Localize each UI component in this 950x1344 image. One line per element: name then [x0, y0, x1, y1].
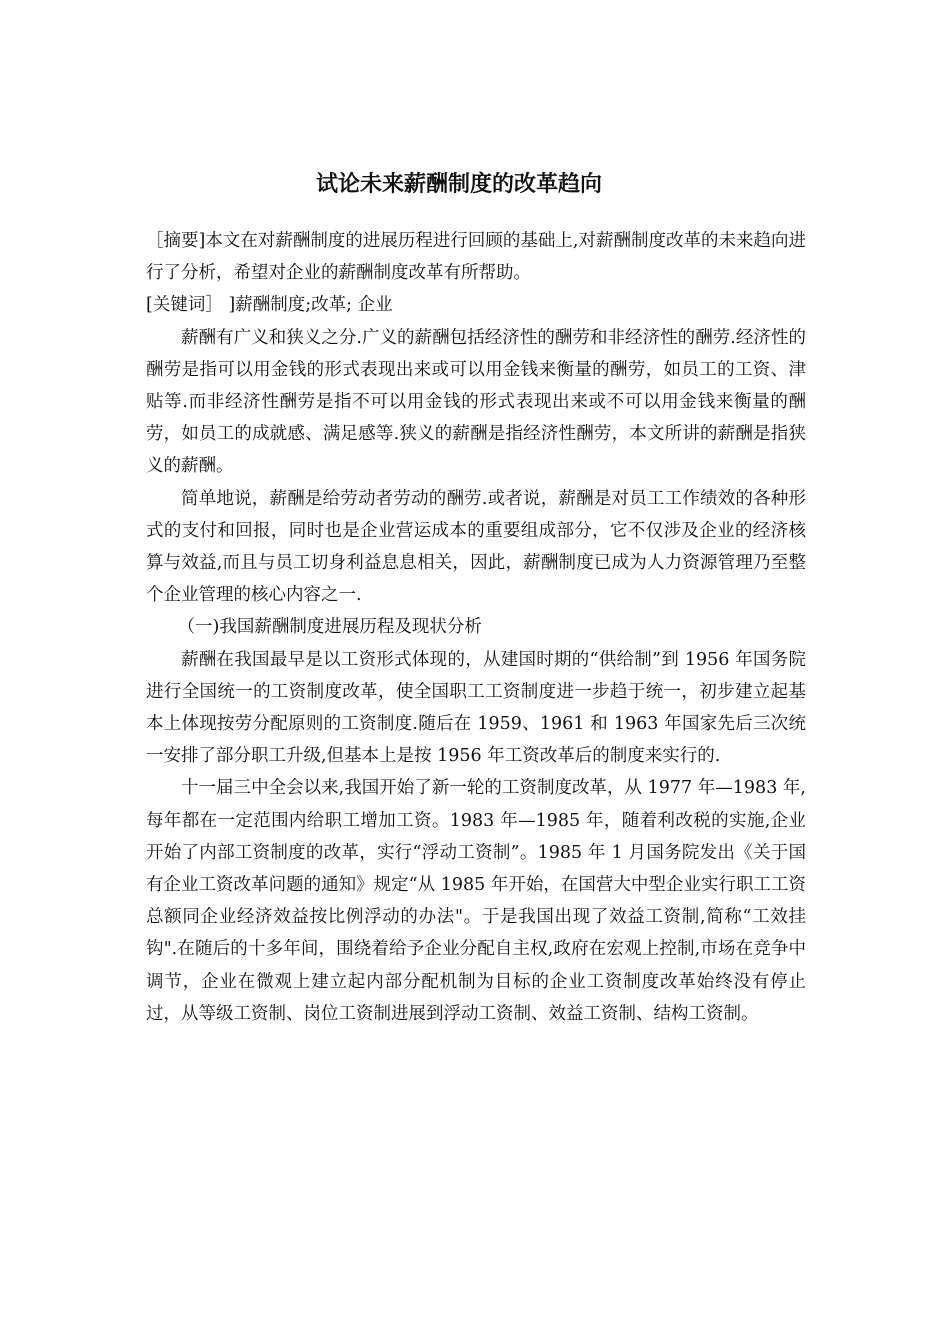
- section-heading: （一)我国薪酬制度进展历程及现状分析: [177, 617, 482, 638]
- document-body: [146, 225, 806, 1030]
- paragraph: 简单地说，薪酬是给劳动者劳动的酬劳.或者说，薪酬是对员工工作绩效的各种形式的支付和回报，同时也是企业营运成本的重要组成部分，它不仅涉及企业的经济核算与效益,而且与员工切身利益息息相关，因此，薪酬制度已成为人力资源管理乃至整个企业管理的核心内容之一.: [146, 488, 806, 606]
- keywords: [关键词］ ]薪酬制度;改革; 企业: [146, 295, 393, 316]
- paragraph: 十一届三中全会以来,我国开始了新一轮的工资制度改革，从 1977 年—1983 年,每年都在一定范围内给职工增加工资。1983 年—1985 年，随着利改税的实施,企业开始了内部工资制度的改革，实行“浮动工资制”。1985 年 1 月国务院发出《关于国有企业工资改革问题的通知》规定“从 1985 年开始，在国营大中型企业实行职工工资总额同企业经济效益按比例浮动的办法"。于是我国出现了效益工资制,简称“工效挂钩".在随后的十多年间，围绕着给予企业分配自主权,政府在宏观上控制,市场在竞争中调节，企业在微观上建立起内部分配机制为目标的企业工资制度改革始终没有停止过，从等级工资制、岗位工资制进展到浮动工资制、效益工资制、结构工资制。: [146, 778, 806, 1024]
- abstract: ［摘要]本文在对薪酬制度的进展历程进行回顾的基础上,对薪酬制度改革的未来趋向进行了分析，希望对企业的薪酬制度改革有所帮助。: [146, 231, 806, 284]
- paragraph: 薪酬在我国最早是以工资形式体现的，从建国时期的“供给制”到 1956 年国务院进行全国统一的工资制度改革，使全国职工工资制度进一步趋于统一，初步建立起基本上体现按劳分配原则的工资制度.随后在 1959、1961 和 1963 年国家先后三次统一安排了部分职工升级,但基本上是按 1956 年工资改革后的制度来实行的.: [146, 649, 806, 767]
- paragraph: 薪酬有广义和狭义之分.广义的薪酬包括经济性的酬劳和非经济性的酬劳.经济性的酬劳是指可以用金钱的形式表现出来或可以用金钱来衡量的酬劳，如员工的工资、津贴等.而非经济性酬劳是指不可以用金钱的形式表现出来或不可以用金钱来衡量的酬劳，如员工的成就感、满足感等.狭义的薪酬是指经济性酬劳，本文所讲的薪酬是指狭义的薪酬。: [146, 327, 806, 477]
- page-title: 试论未来薪酬制度的改革趋向: [315, 171, 602, 197]
